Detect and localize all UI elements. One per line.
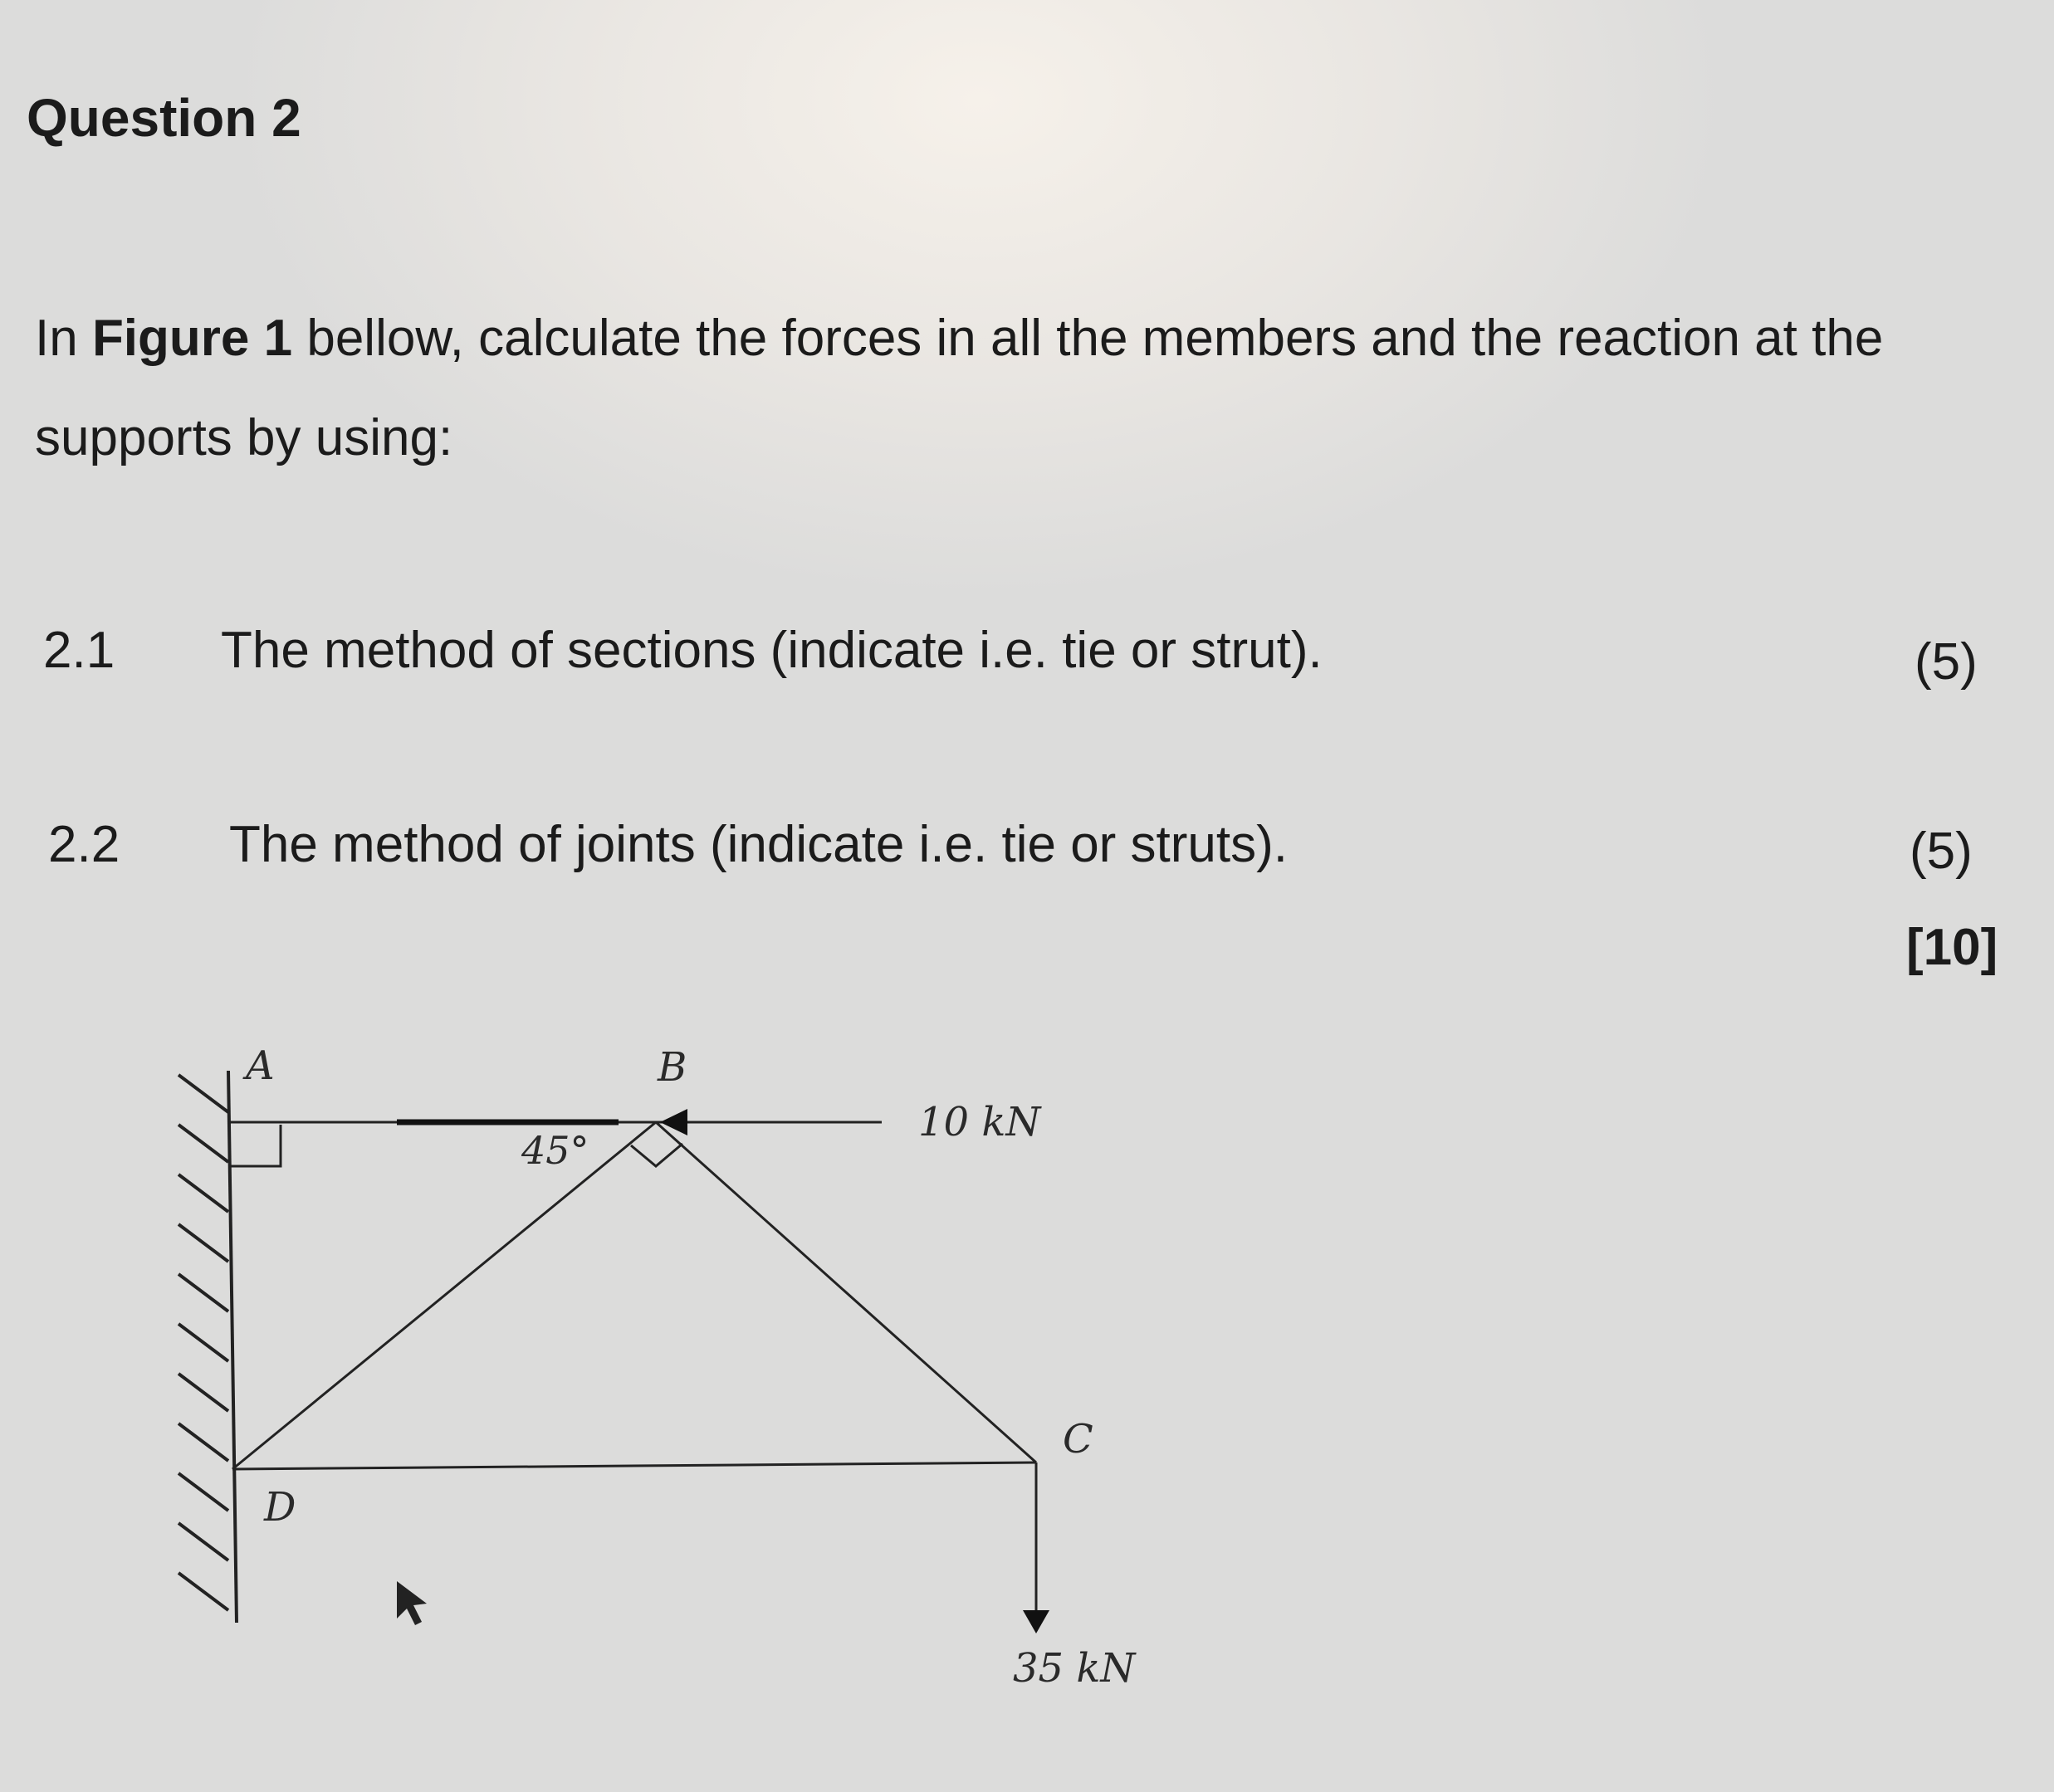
right-angle-marker-a <box>228 1125 281 1166</box>
question-title: Question 2 <box>27 88 301 148</box>
member-bd <box>232 1122 656 1469</box>
member-bc <box>656 1122 1036 1462</box>
arrow-35kn-icon <box>1023 1610 1049 1633</box>
label-d: D <box>264 1484 296 1531</box>
item-text-2-2: The method of joints (indicate i.e. tie or struts). <box>229 816 1288 873</box>
item-text-2-1: The method of sections (indicate i.e. tie or strut). <box>221 622 1323 679</box>
prompt-line-2: supports by using: <box>35 409 453 466</box>
item-number-2-2: 2.2 <box>48 816 120 873</box>
label-a: A <box>246 1042 275 1089</box>
figure-reference: Figure 1 <box>91 310 293 367</box>
prompt-text-post: bellow, calculate the forces in all the members and the reaction at the <box>292 310 1884 367</box>
load-label-10kn: 10 kN <box>918 1099 1041 1145</box>
member-dc <box>232 1462 1036 1469</box>
item-number-2-1: 2.1 <box>43 622 115 679</box>
item-marks-2-1: (5) <box>1915 633 1978 691</box>
load-label-35kn: 35 kN <box>1013 1645 1136 1692</box>
angle-label: 45° <box>521 1128 589 1173</box>
label-c: C <box>1063 1416 1093 1462</box>
wall-support <box>179 1071 237 1623</box>
prompt-text-pre: In <box>35 310 92 367</box>
total-marks: [10] <box>1906 919 1998 976</box>
right-angle-marker-b <box>631 1144 682 1166</box>
arrow-10kn-icon <box>660 1109 687 1135</box>
label-b: B <box>658 1044 687 1091</box>
mouse-cursor-icon <box>397 1581 427 1625</box>
item-marks-2-2: (5) <box>1910 823 1973 880</box>
